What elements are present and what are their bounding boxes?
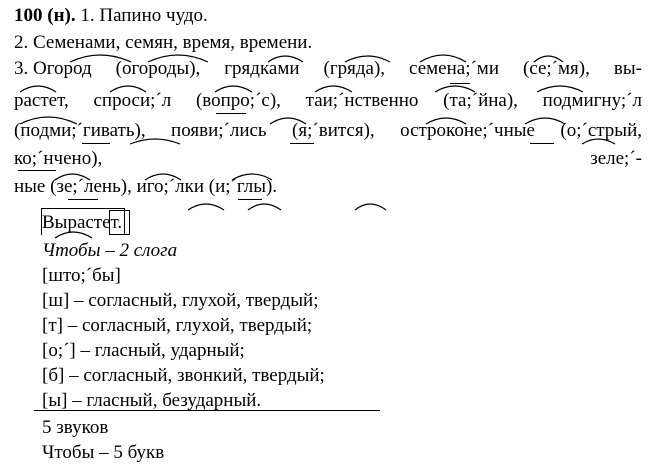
item-2: 2. Семенами, семян, время, времени. xyxy=(14,32,313,53)
word: (я;´вится), xyxy=(292,120,375,141)
sound-row: [ы] – гласный, безударный. xyxy=(42,390,262,411)
exercise-number: 100 (н). xyxy=(14,5,76,26)
suffix-underline xyxy=(238,199,262,200)
root-arc xyxy=(188,204,224,210)
total-letters: Чтобы – 5 букв xyxy=(42,442,165,463)
suffix-underline xyxy=(530,143,554,144)
ending-box xyxy=(109,210,130,235)
word: грядками xyxy=(224,58,300,79)
item-3-line-1 xyxy=(14,57,642,81)
root-arc xyxy=(355,204,386,210)
word: (та;´йна), xyxy=(443,90,518,111)
word: таи;´нственно xyxy=(305,90,419,111)
suffix-underline xyxy=(216,113,246,114)
total-sounds: 5 звуков xyxy=(42,417,109,438)
suffix-underline xyxy=(450,83,470,84)
sound-row: [о;´] – гласный, ударный; xyxy=(42,340,245,361)
word: вы- xyxy=(613,58,642,79)
exercise-header xyxy=(14,4,208,28)
word: 3. Огород xyxy=(14,58,92,79)
analysis-word: Вырастет. xyxy=(42,212,123,233)
word: семена;´ми xyxy=(409,58,499,79)
suffix-underline xyxy=(82,143,110,144)
suffix-underline xyxy=(290,143,314,144)
sound-row: [ш] – согласный, глухой, твердый; xyxy=(42,290,319,311)
suffix-underline xyxy=(68,199,98,200)
word: (о;´стрый, xyxy=(560,120,642,141)
suffix-underline xyxy=(18,170,56,171)
word: остроконе;´чные xyxy=(400,120,535,141)
word: (гряда), xyxy=(323,58,386,79)
word: появи;´лись xyxy=(171,120,267,141)
item-3-line-5: ные (зе;´лень), иго;´лки (и;´глы). xyxy=(14,176,278,197)
word: (огороды), xyxy=(115,58,201,79)
word: растет, xyxy=(14,90,69,111)
syllables-line xyxy=(42,239,177,263)
word: (подми;´гивать), xyxy=(14,120,146,141)
sound-row: [т] – согласный, глухой, твердый; xyxy=(42,315,313,336)
summary-divider xyxy=(34,410,380,411)
item-3-line-4 xyxy=(14,147,642,171)
word: спроси;´л xyxy=(93,90,172,111)
word: ко;´нчено), xyxy=(14,148,103,169)
item-3-line-2 xyxy=(14,89,642,113)
item-3-line-3 xyxy=(14,119,642,143)
word: подмигну;´л xyxy=(542,90,642,111)
root-arc xyxy=(248,204,281,210)
transcription: [што;´бы] xyxy=(42,265,121,286)
syllables-text: Чтобы – 2 слога xyxy=(42,240,178,261)
word: (се;´мя), xyxy=(522,58,590,79)
item-1: 1. Папино чудо. xyxy=(80,5,208,26)
word: зеле;´- xyxy=(590,148,642,169)
sound-row: [б] – согласный, звонкий, твердый; xyxy=(42,365,325,386)
word: (вопро;´с), xyxy=(195,90,281,111)
